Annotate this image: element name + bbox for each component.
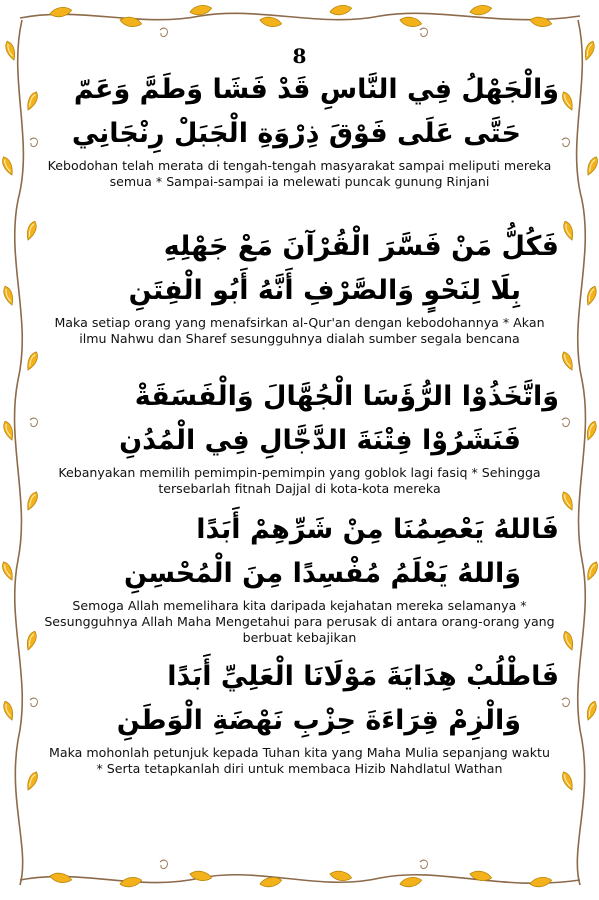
arabic-verse-line: فَكُلُّ مَنْ فَسَّرَ الْقُرْآنَ مَعْ جَهْلِهِ [163, 231, 559, 262]
translation-text: Kebodohan telah merata di tengah-tengah masyarakat sampai meliputi mereka semua * Sampai-sampai ia melewati puncak gunung Rinjani [47, 158, 552, 189]
arabic-verse-line: بِلَا لِنَحْوٍ وَالصَّرْفِ أَنَّهُ أَبُو الْفِتَنِ [128, 275, 521, 306]
translation-text: Semoga Allah memelihara kita daripada kejahatan mereka selamanya * Sesungguhnya Allah Maha Mengetahui para perusak di antara orang-orang yang berbuat kebajikan [44, 598, 555, 645]
arabic-verse-line: فَنَشَرُوْا فِتْنَةَ الدَّجَّالِ فِي الْمُدُنِ [119, 425, 521, 456]
arabic-verse-line: وَاتَّخَذُوْا الرُّؤَسَا الْجُهَّالَ وَالْفَسَقَةْ [134, 381, 559, 412]
arabic-verse-line: وَالْزِمْ قِرَاءَةَ حِزْبِ نَهْضَةِ الْوَطَنِ [116, 705, 521, 736]
translation-text: Maka mohonlah petunjuk kepada Tuhan kita yang Maha Mulia sepanjang waktu * Serta tetapkanlah diri untuk membaca Hizib Nahdlatul Wathan [49, 745, 550, 776]
arabic-verse-line: وَالْجَهْلُ فِي النَّاسِ قَدْ فَشَا وَطَمَّ وَعَمّ [73, 74, 559, 105]
arabic-verse-line: فَاللهُ يَعْصِمُنَا مِنْ شَرِّهِمْ أَبَدًا [196, 514, 559, 545]
stanza-4 [40, 508, 559, 646]
translation-text: Maka setiap orang yang menafsirkan al-Qur'an dengan kebodohannya * Akan ilmu Nahwu dan Sharef sesungguhnya dialah sumber segala bencana [54, 315, 545, 346]
stanza-1 [40, 68, 559, 190]
page-number: 8 [292, 44, 307, 68]
translation-text: Kebanyakan memilih pemimpin-pemimpin yang goblok lagi fasiq * Sehingga tersebarlah fitnah Dajjal di kota-kota mereka [58, 465, 541, 496]
stanza-3 [40, 375, 559, 497]
page-content [40, 40, 559, 855]
arabic-verse-line: وَاللهُ يَعْلَمُ مُفْسِدًا مِنَ الْمُحْسِنِ [124, 558, 521, 589]
stanza-5 [40, 655, 559, 777]
arabic-verse-line: حَتَّى عَلَى فَوْقَ ذِرْوَةِ الْجَبَلْ رِنْجَانِي [71, 118, 521, 149]
arabic-verse-line: فَاطْلُبْ هِدَايَةَ مَوْلَانَا الْعَلِيِّ أَبَدًا [167, 661, 559, 692]
stanza-2 [40, 225, 559, 347]
